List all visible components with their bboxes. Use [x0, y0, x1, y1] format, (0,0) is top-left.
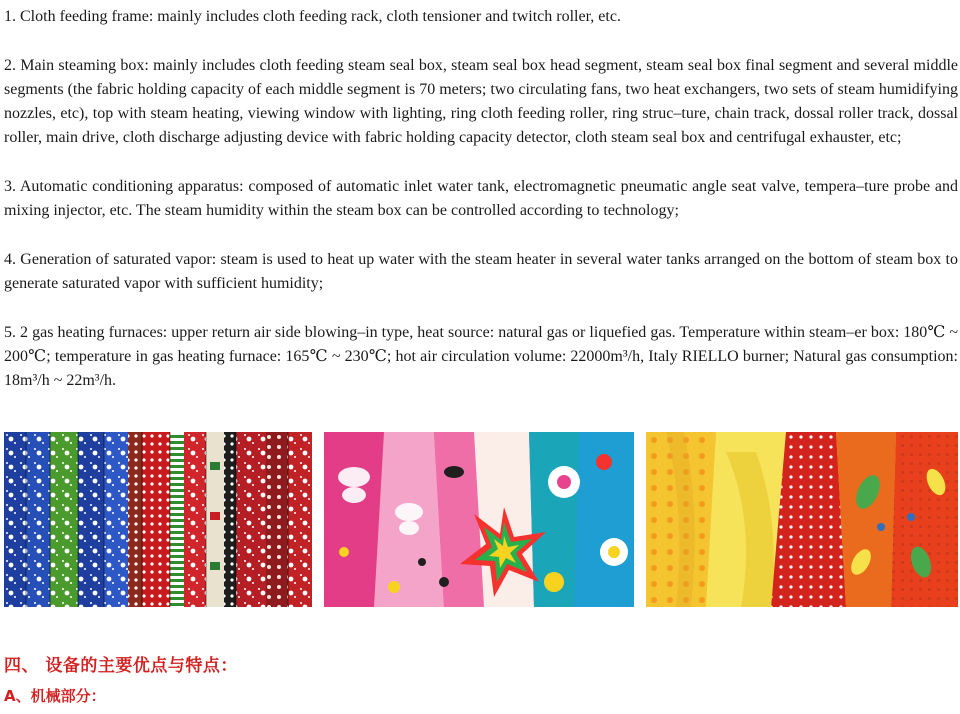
- fabric-photo-hanging-bolts: [4, 432, 312, 607]
- subsection-heading: A、机械部分：: [4, 687, 106, 705]
- paragraph-automatic-conditioning: 3. Automatic conditioning apparatus: composed of automatic inlet water tank, electromagnetic pneumatic angle seat valve, tempera–ture probe and mixing injector, etc. The steam humidity within the steam box can be controlled according to technology;: [4, 178, 958, 220]
- section-heading: 四、 设备的主要优点与特点：: [4, 656, 238, 676]
- fabric-photo-strip: [4, 432, 958, 607]
- paragraph-cloth-feeding-frame: 1. Cloth feeding frame: mainly includes cloth feeding rack, cloth tensioner and twitch roller, etc.: [4, 8, 621, 25]
- paragraph-main-steaming-box: 2. Main steaming box: mainly includes cloth feeding steam seal box, steam seal box head segment, steam seal box final segment and several middle segments (the fabric holding capacity of each middle segment is 70 meters; two circulating fans, two heat exchangers, two sets of steam humidifying nozzles, etc), top with steam heating, viewing window with lighting, ring cloth feeding roller, ring struc–ture, chain track, dossal roller track, dossal roller, main drive, cloth discharge adjusting device with fabric holding capacity detector, cloth steam seal box and centrifugal exhauster, etc;: [4, 56, 958, 147]
- fabric-photo-paisley: [646, 432, 958, 607]
- document-body: [4, 5, 958, 418]
- paragraph-gas-heating-furnaces: 5. 2 gas heating furnaces: upper return air side blowing–in type, heat source: natural gas or liquefied gas. Temperature within steam–er box: 180℃ ~ 200℃; temperature in gas heating furnace: 165℃ ~ 230℃; hot air circulation volume: 22000m³/h, Italy RIELLO burner; Natural gas consumption: 18m³/h ~ 22m³/h.: [4, 323, 958, 390]
- fabric-photo-printed-prints: [324, 432, 634, 607]
- paragraph-saturated-vapor: 4. Generation of saturated vapor: steam is used to heat up water with the steam heater in several water tanks arranged on the bottom of steam box to generate saturated vapor with sufficient humidity;: [4, 250, 958, 293]
